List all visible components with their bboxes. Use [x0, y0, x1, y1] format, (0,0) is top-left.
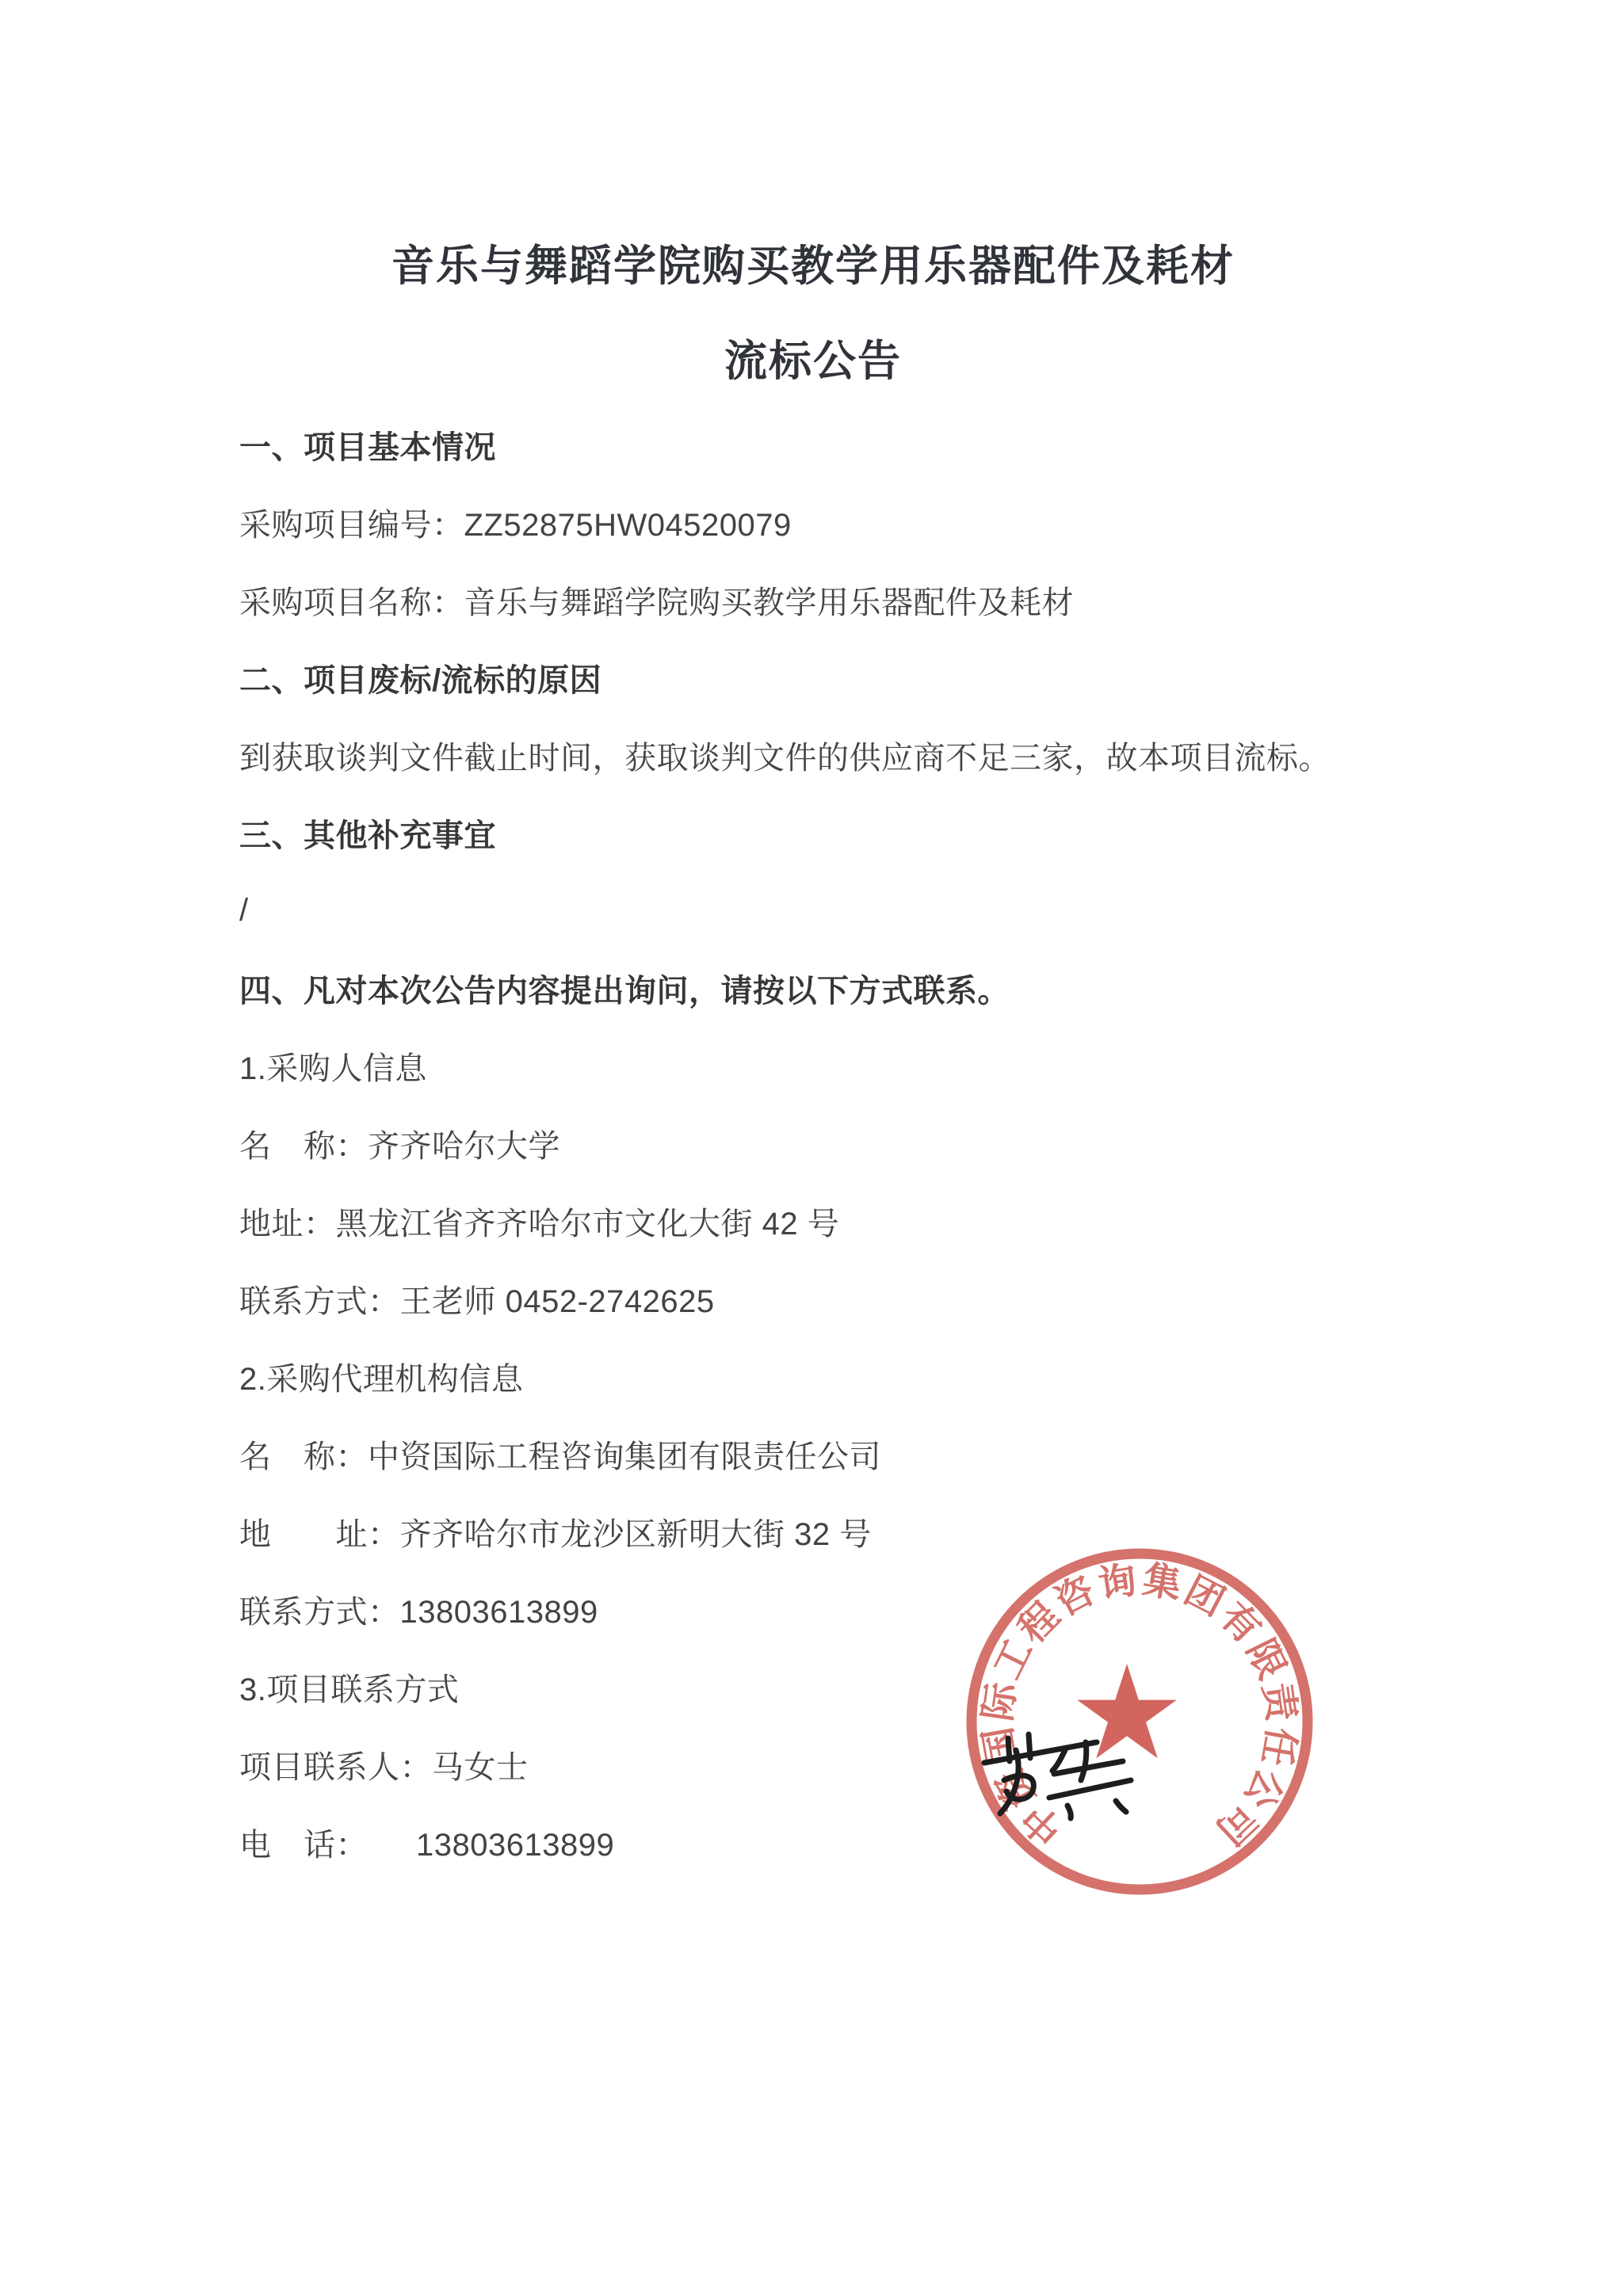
document-subtitle: 流标公告	[724, 338, 902, 385]
project-contact-label: 3.项目联系方式	[239, 1672, 460, 1707]
project-name-line: 采购项目名称：音乐与舞蹈学院购买教学用乐器配件及耗材	[239, 585, 1074, 620]
company-seal	[960, 1543, 1319, 1901]
agency-address-line: 地 址：齐齐哈尔市龙沙区新明大街 32 号	[239, 1516, 872, 1552]
purchaser-info-label: 1.采购人信息	[239, 1051, 427, 1086]
project-phone-line: 电 话： 13803613899	[239, 1827, 615, 1863]
agency-info-label: 2.采购代理机构信息	[239, 1361, 524, 1397]
project-contact-person-line: 项目联系人：马女士	[239, 1749, 529, 1785]
section-heading-2: 二、项目废标/流标的原因	[239, 662, 602, 698]
seal-ring-text: 中资国际工程咨询集团有限责任公司	[976, 1558, 1303, 1852]
project-number-line: 采购项目编号：ZZ52875HW04520079	[239, 507, 792, 543]
document-title: 音乐与舞蹈学院购买教学用乐器配件及耗材	[391, 242, 1235, 290]
purchaser-address-line: 地址：黑龙江省齐齐哈尔市文化大街 42 号	[239, 1206, 840, 1241]
section-heading-4: 四、凡对本次公告内容提出询问，请按以下方式联系。	[239, 973, 1010, 1009]
section-heading-3: 三、其他补充事宜	[239, 818, 496, 853]
supplement-line: /	[239, 892, 249, 928]
agency-contact-line: 联系方式：13803613899	[239, 1594, 598, 1630]
purchaser-name-line: 名 称：齐齐哈尔大学	[239, 1128, 560, 1164]
agency-name-line: 名 称：中资国际工程咨询集团有限责任公司	[239, 1439, 881, 1474]
section-heading-1: 一、项目基本情况	[239, 429, 496, 465]
purchaser-contact-line: 联系方式：王老师 0452-2742625	[239, 1283, 715, 1319]
failure-reason-line: 到获取谈判文件截止时间，获取谈判文件的供应商不足三家，故本项目流标。	[239, 740, 1331, 776]
